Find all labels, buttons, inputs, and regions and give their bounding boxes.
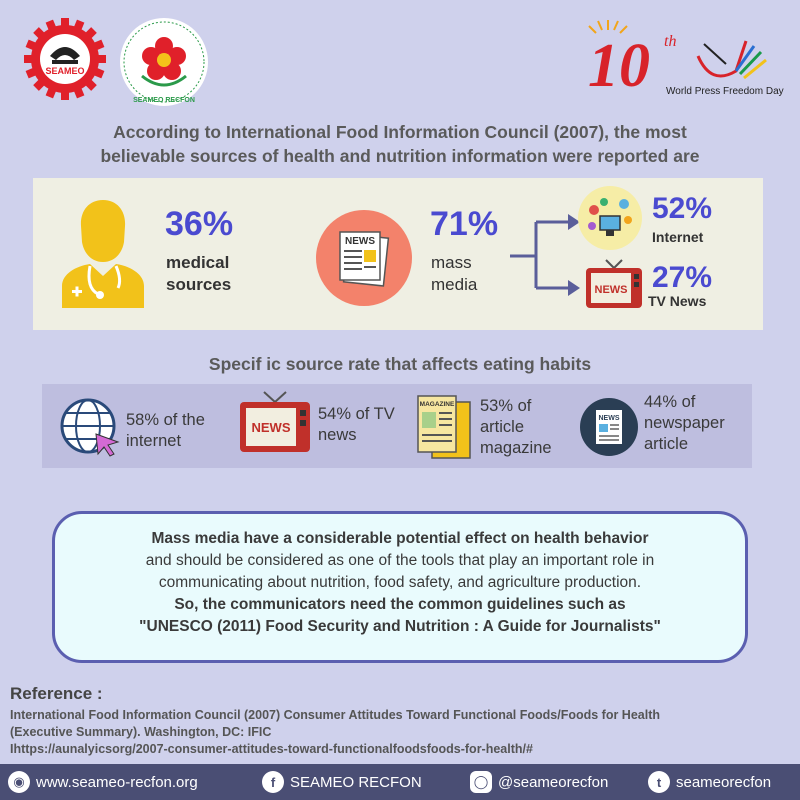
seameo-logo	[22, 16, 108, 102]
habit-internet-line-2: internet	[126, 432, 182, 450]
mass-media-percent: 71%	[430, 205, 499, 243]
habit-source-internet	[126, 410, 205, 452]
reference-line-1: International Food Information Council (2007) Consumer Attitudes Toward Functional Foods/Foods for Health	[10, 708, 661, 722]
medical-label-line-1: medical	[166, 253, 230, 272]
seameo-recfon-logo	[118, 16, 210, 108]
habit-source-magazine	[480, 396, 552, 459]
habit-internet-line-1: 58% of the	[126, 411, 205, 429]
habit-source-newspaper	[644, 392, 725, 455]
message-line-5: "UNESCO (2011) Food Security and Nutrition : A Guide for Journalists"	[139, 618, 661, 635]
tv-icon	[238, 390, 312, 454]
footer-facebook-text: SEAMEO RECFON	[290, 773, 422, 791]
tv-news-percent: 27%	[652, 261, 713, 294]
habit-magazine-line-1: 53% of	[480, 397, 532, 415]
footer-instagram[interactable]	[470, 764, 608, 800]
twitter-icon: t	[648, 771, 670, 793]
newspaper-article-icon-text: NEWS	[598, 415, 620, 422]
habit-source-tv	[318, 404, 395, 446]
internet-label: Internet	[652, 229, 704, 245]
seameo-logo-text: SEAMEO	[45, 66, 85, 76]
internet-social-icon	[578, 186, 642, 250]
footer-website[interactable]	[8, 764, 198, 800]
section-title: Specif ic source rate that affects eating habits	[208, 354, 592, 374]
habit-magazine-line-3: magazine	[480, 439, 552, 457]
habit-tv-line-2: news	[318, 426, 357, 444]
footer-website-text: www.seameo-recfon.org	[36, 773, 198, 791]
footer-twitter[interactable]	[648, 764, 771, 800]
tv-icon-text: NEWS	[251, 420, 291, 435]
headline-line-2: believable sources of health and nutrition information were reported are	[100, 146, 700, 166]
tv-news-icon-text: NEWS	[594, 284, 628, 296]
footer-twitter-text: seameorecfon	[676, 773, 772, 791]
facebook-icon: f	[262, 771, 284, 793]
internet-percent: 52%	[652, 192, 713, 225]
footer-instagram-text: @seameorecfon	[498, 773, 609, 791]
wpfd-suffix: th	[664, 33, 677, 50]
mass-media-label-line-2: media	[431, 275, 478, 294]
reference-line-2: (Executive Summary). Washington, DC: IFIC	[10, 725, 272, 739]
doctor-icon	[58, 196, 148, 308]
medical-label	[166, 252, 231, 296]
medical-label-line-2: sources	[166, 275, 232, 294]
newspaper-icon	[316, 210, 412, 306]
instagram-icon: ◯	[470, 771, 492, 793]
mass-media-label-line-1: mass	[431, 253, 472, 272]
mass-media-label	[431, 252, 477, 296]
newspaper-icon-text: NEWS	[345, 236, 375, 247]
recfon-logo-text: SEAMEO RECFON	[133, 97, 195, 104]
wpfd-caption: World Press Freedom Day	[666, 86, 784, 97]
globe-cursor-icon	[60, 398, 120, 458]
tv-news-icon	[584, 258, 644, 310]
footer-bar	[0, 764, 800, 800]
habit-newspaper-line-3: article	[644, 435, 689, 453]
globe-icon: ◉	[8, 771, 30, 793]
reference-line-3[interactable]: Ihttps://aunalyicsorg/2007-consumer-attitudes-toward-functionalfoodsfoods-for-health/#	[10, 742, 533, 756]
medical-percent: 36%	[165, 205, 234, 243]
message-line-2: and should be considered as one of the tools that play an important role in	[145, 552, 655, 569]
wpfd-number: 10	[588, 32, 650, 100]
magazine-icon-text: MAGAZINE	[419, 401, 455, 408]
magazine-icon	[414, 392, 474, 462]
headline	[30, 120, 770, 168]
branch-arrows-icon	[510, 208, 582, 298]
footer-facebook[interactable]	[262, 764, 422, 800]
habit-newspaper-line-2: newspaper	[644, 414, 725, 432]
message-line-1: Mass media have a considerable potential effect on health behavior	[151, 530, 649, 547]
reference-title: Reference :	[10, 684, 103, 703]
habit-tv-line-1: 54% of TV	[318, 405, 395, 423]
reference-text	[10, 707, 790, 758]
message-line-4: So, the communicators need the common guidelines such as	[174, 596, 626, 613]
message-box	[52, 511, 748, 663]
newspaper-article-icon	[580, 398, 638, 456]
headline-line-1: According to International Food Information Council (2007), the most	[113, 122, 687, 142]
message-line-3: communicating about nutrition, food safety, and agriculture production.	[158, 574, 642, 591]
habit-magazine-line-2: article	[480, 418, 525, 436]
habit-newspaper-line-1: 44% of	[644, 393, 696, 411]
tv-news-label: TV News	[648, 293, 707, 309]
